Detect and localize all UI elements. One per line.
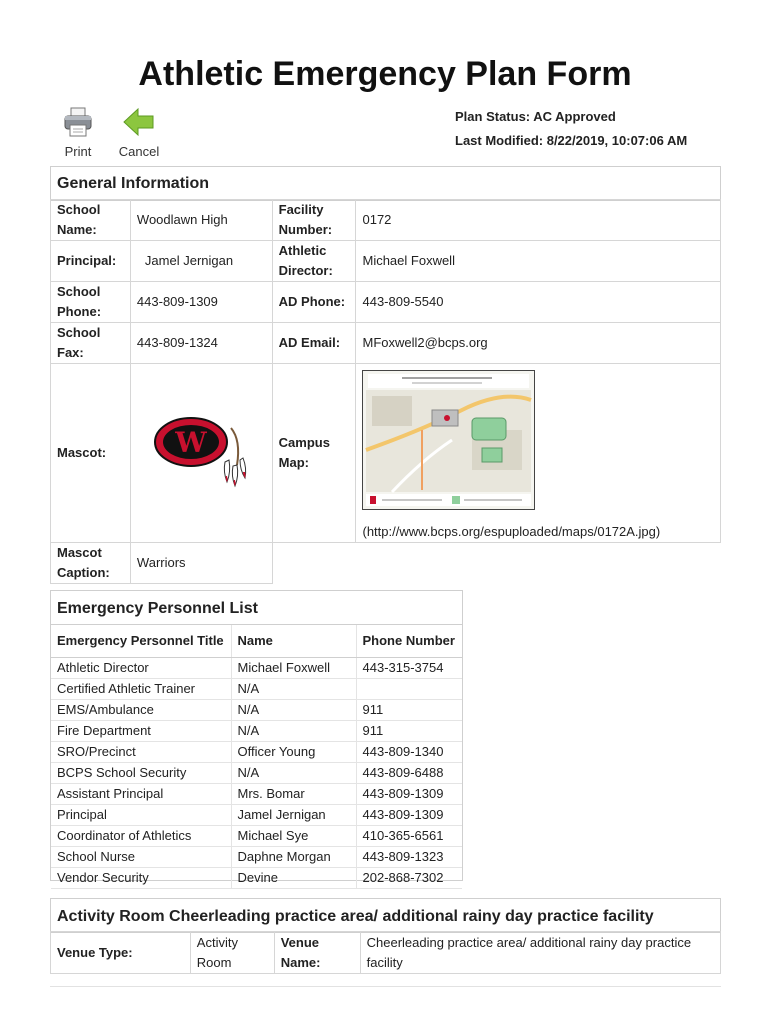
general-info-table — [50, 199, 721, 584]
venue-type-label: Venue Type: — [51, 932, 191, 974]
personnel-phone-cell: 911 — [356, 721, 462, 742]
principal-label: Principal: — [51, 241, 131, 282]
column-header-phone: Phone Number — [356, 625, 462, 658]
personnel-name-cell: N/A — [231, 679, 356, 700]
school-phone-label: School Phone: — [51, 282, 131, 323]
personnel-phone-cell: 443-809-1323 — [356, 847, 462, 868]
ad-email-value: MFoxwell2@bcps.org — [356, 323, 721, 364]
athletic-director-value: Michael Foxwell — [356, 241, 721, 282]
table-row — [51, 679, 462, 700]
campus-map-image[interactable] — [362, 370, 535, 510]
venue-type-value: Activity Room — [190, 932, 274, 974]
mascot-caption-value: Warriors — [130, 543, 272, 584]
personnel-title-cell: Fire Department — [51, 721, 231, 742]
personnel-heading: Emergency Personnel List — [57, 600, 258, 617]
mascot-logo — [151, 410, 251, 490]
personnel-name-cell: Mrs. Bomar — [231, 784, 356, 805]
last-modified: Last Modified: 8/22/2019, 10:07:06 AM — [455, 133, 688, 148]
table-row — [51, 658, 462, 679]
page-title: Athletic Emergency Plan Form — [138, 55, 632, 93]
personnel-name-cell: Michael Foxwell — [231, 658, 356, 679]
activity-heading: Activity Room Cheerleading practice area/ additional rainy day practice facility — [57, 908, 654, 925]
table-row — [51, 721, 462, 742]
personnel-phone-cell: 443-315-3754 — [356, 658, 462, 679]
personnel-phone-cell: 443-809-6488 — [356, 763, 462, 784]
general-info-header — [50, 166, 721, 201]
personnel-name-cell: N/A — [231, 700, 356, 721]
personnel-name-cell: Michael Sye — [231, 826, 356, 847]
personnel-title-cell: BCPS School Security — [51, 763, 231, 784]
cancel-button[interactable] — [114, 106, 164, 159]
athletic-director-label: Athletic Director: — [272, 241, 356, 282]
activity-header — [50, 898, 721, 933]
printer-icon — [62, 106, 94, 138]
campus-map-label: Campus Map: — [272, 364, 356, 543]
personnel-title-cell: School Nurse — [51, 847, 231, 868]
personnel-table — [51, 625, 462, 889]
column-header-name: Name — [231, 625, 356, 658]
column-header-title: Emergency Personnel Title — [51, 625, 231, 658]
school-fax-label: School Fax: — [51, 323, 131, 364]
campus-map-url[interactable]: (http://www.bcps.org/espuploaded/maps/0172A.jpg) — [362, 524, 661, 539]
personnel-phone-cell: 410-365-6561 — [356, 826, 462, 847]
personnel-title-cell: Vendor Security — [51, 868, 231, 889]
personnel-title-cell: Athletic Director — [51, 658, 231, 679]
mascot-caption-label: Mascot Caption: — [51, 543, 131, 584]
back-arrow-icon — [122, 106, 156, 138]
plan-status: Plan Status: AC Approved — [455, 109, 616, 124]
personnel-title-cell: EMS/Ambulance — [51, 700, 231, 721]
personnel-title-cell: Coordinator of Athletics — [51, 826, 231, 847]
school-phone-value: 443-809-1309 — [130, 282, 272, 323]
personnel-title-cell: SRO/Precinct — [51, 742, 231, 763]
table-row — [51, 805, 462, 826]
personnel-name-cell: Officer Young — [231, 742, 356, 763]
cancel-label: Cancel — [118, 144, 160, 159]
ad-phone-label: AD Phone: — [272, 282, 356, 323]
personnel-name-cell: Jamel Jernigan — [231, 805, 356, 826]
personnel-header-row — [51, 625, 462, 658]
personnel-phone-cell: 911 — [356, 700, 462, 721]
activity-table — [50, 931, 721, 974]
facility-number-value: 0172 — [356, 200, 721, 241]
divider — [50, 986, 721, 987]
general-info-heading: General Information — [57, 175, 210, 192]
personnel-name-cell: N/A — [231, 721, 356, 742]
school-fax-value: 443-809-1324 — [130, 323, 272, 364]
table-row — [51, 742, 462, 763]
table-row — [51, 763, 462, 784]
table-row — [51, 700, 462, 721]
personnel-title-cell: Certified Athletic Trainer — [51, 679, 231, 700]
personnel-title-cell: Assistant Principal — [51, 784, 231, 805]
school-name-label: School Name: — [51, 200, 131, 241]
personnel-name-cell: Devine — [231, 868, 356, 889]
personnel-phone-cell: 443-809-1340 — [356, 742, 462, 763]
facility-number-label: Facility Number: — [272, 200, 356, 241]
ad-phone-value: 443-809-5540 — [356, 282, 721, 323]
personnel-title-cell: Principal — [51, 805, 231, 826]
personnel-panel — [50, 590, 463, 885]
personnel-phone-cell — [356, 679, 462, 700]
personnel-name-cell: N/A — [231, 763, 356, 784]
table-row — [51, 826, 462, 847]
mascot-label: Mascot: — [51, 364, 131, 543]
campus-map-cell — [356, 364, 721, 543]
mascot-letter: W — [175, 426, 208, 459]
personnel-phone-cell: 202-868-7302 — [356, 868, 462, 889]
personnel-header — [51, 591, 462, 625]
venue-name-value: Cheerleading practice area/ additional rainy day practice facility — [360, 932, 720, 974]
principal-value: Jamel Jernigan — [130, 241, 272, 282]
ad-email-label: AD Email: — [272, 323, 356, 364]
table-row — [51, 868, 462, 889]
mascot-cell — [130, 364, 272, 543]
table-row — [51, 784, 462, 805]
print-label: Print — [64, 144, 92, 159]
personnel-phone-cell: 443-809-1309 — [356, 784, 462, 805]
personnel-phone-cell: 443-809-1309 — [356, 805, 462, 826]
school-name-value: Woodlawn High — [130, 200, 272, 241]
empty-cell — [272, 543, 720, 584]
venue-name-label: Venue Name: — [274, 932, 360, 974]
print-button[interactable] — [52, 106, 104, 159]
table-row — [51, 847, 462, 868]
personnel-name-cell: Daphne Morgan — [231, 847, 356, 868]
